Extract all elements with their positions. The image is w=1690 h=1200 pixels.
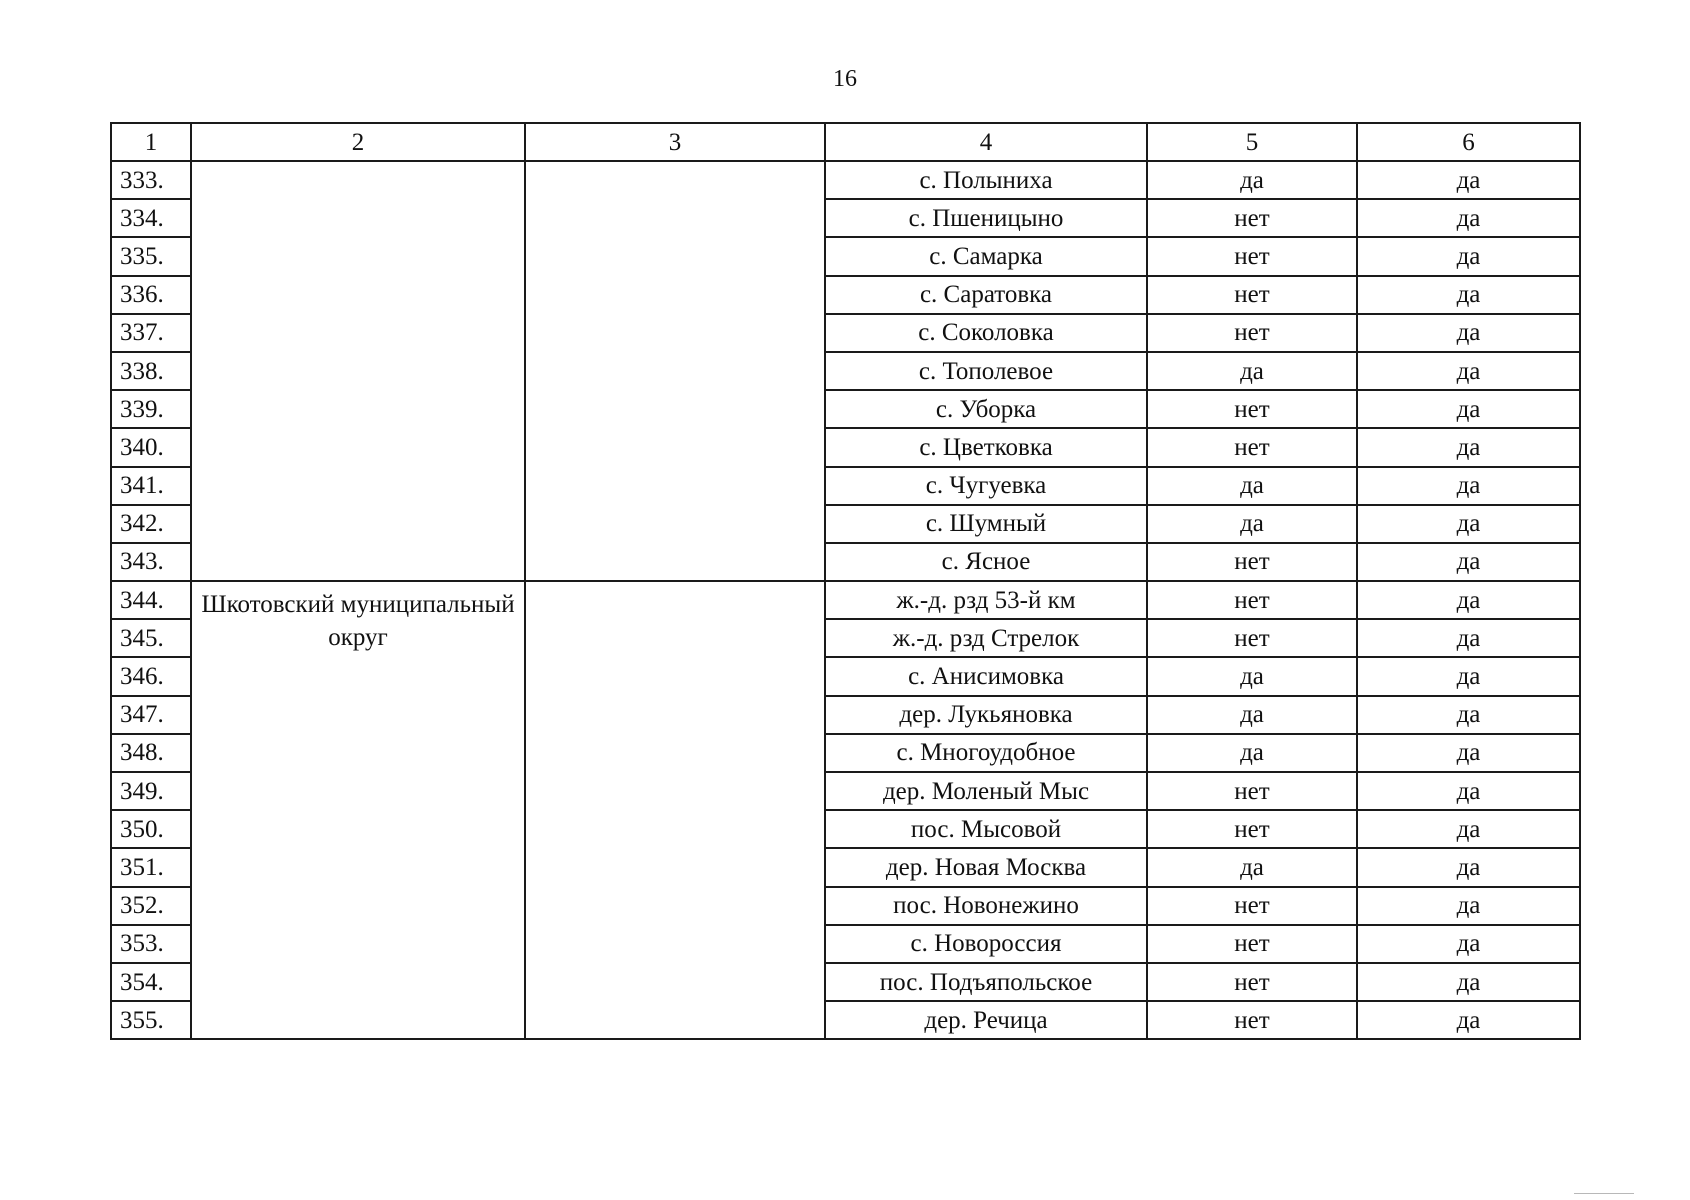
- column-5-value-cell: нет: [1147, 887, 1357, 925]
- column-3-cell: [525, 581, 825, 1039]
- settlement-name-cell: с. Тополевое: [825, 352, 1147, 390]
- column-6-value-cell: да: [1357, 810, 1580, 848]
- column-5-value-cell: нет: [1147, 810, 1357, 848]
- column-6-value-cell: да: [1357, 428, 1580, 466]
- column-5-value-cell: нет: [1147, 1001, 1357, 1039]
- row-number-cell: 349.: [111, 772, 191, 810]
- table-row: [111, 161, 1580, 199]
- column-6-value-cell: да: [1357, 734, 1580, 772]
- column-6-value-cell: да: [1357, 1001, 1580, 1039]
- column-header-2: 2: [191, 123, 525, 161]
- row-number-cell: 343.: [111, 543, 191, 581]
- row-number-cell: 345.: [111, 619, 191, 657]
- settlement-name-cell: с. Анисимовка: [825, 657, 1147, 695]
- settlement-name-cell: с. Самарка: [825, 237, 1147, 275]
- column-6-value-cell: да: [1357, 848, 1580, 886]
- column-6-value-cell: да: [1357, 543, 1580, 581]
- column-5-value-cell: да: [1147, 657, 1357, 695]
- column-5-value-cell: нет: [1147, 963, 1357, 1001]
- settlement-name-cell: с. Новороссия: [825, 925, 1147, 963]
- district-cell: Шкотовский муниципальный округ: [191, 581, 525, 1039]
- column-5-value-cell: да: [1147, 505, 1357, 543]
- column-6-value-cell: да: [1357, 657, 1580, 695]
- column-header-5: 5: [1147, 123, 1357, 161]
- settlement-name-cell: с. Многоудобное: [825, 734, 1147, 772]
- column-6-value-cell: да: [1357, 505, 1580, 543]
- row-number-cell: 355.: [111, 1001, 191, 1039]
- row-number-cell: 334.: [111, 199, 191, 237]
- column-5-value-cell: нет: [1147, 772, 1357, 810]
- settlement-name-cell: с. Пшеницыно: [825, 199, 1147, 237]
- column-5-value-cell: да: [1147, 848, 1357, 886]
- column-6-value-cell: да: [1357, 925, 1580, 963]
- column-5-value-cell: да: [1147, 352, 1357, 390]
- settlement-name-cell: пос. Мысовой: [825, 810, 1147, 848]
- settlement-name-cell: ж.-д. рзд Стрелок: [825, 619, 1147, 657]
- row-number-cell: 348.: [111, 734, 191, 772]
- table-row: [111, 581, 1580, 619]
- column-6-value-cell: да: [1357, 467, 1580, 505]
- column-header-3: 3: [525, 123, 825, 161]
- settlements-table: [110, 122, 1581, 1040]
- column-5-value-cell: нет: [1147, 314, 1357, 352]
- settlement-name-cell: с. Шумный: [825, 505, 1147, 543]
- column-5-value-cell: нет: [1147, 925, 1357, 963]
- row-number-cell: 338.: [111, 352, 191, 390]
- column-6-value-cell: да: [1357, 314, 1580, 352]
- column-6-value-cell: да: [1357, 772, 1580, 810]
- column-6-value-cell: да: [1357, 352, 1580, 390]
- column-6-value-cell: да: [1357, 276, 1580, 314]
- row-number-cell: 336.: [111, 276, 191, 314]
- page-number: 16: [833, 66, 857, 92]
- column-5-value-cell: нет: [1147, 428, 1357, 466]
- column-5-value-cell: нет: [1147, 237, 1357, 275]
- column-header-1: 1: [111, 123, 191, 161]
- row-number-cell: 341.: [111, 467, 191, 505]
- row-number-cell: 344.: [111, 581, 191, 619]
- settlement-name-cell: пос. Подъяпольское: [825, 963, 1147, 1001]
- column-header-4: 4: [825, 123, 1147, 161]
- settlement-name-cell: с. Полыниха: [825, 161, 1147, 199]
- row-number-cell: 351.: [111, 848, 191, 886]
- row-number-cell: 347.: [111, 696, 191, 734]
- settlement-name-cell: с. Саратовка: [825, 276, 1147, 314]
- column-6-value-cell: да: [1357, 199, 1580, 237]
- settlement-name-cell: с. Соколовка: [825, 314, 1147, 352]
- settlement-name-cell: с. Уборка: [825, 390, 1147, 428]
- district-cell: [191, 161, 525, 581]
- settlement-name-cell: дер. Новая Москва: [825, 848, 1147, 886]
- settlement-name-cell: дер. Речица: [825, 1001, 1147, 1039]
- column-5-value-cell: нет: [1147, 276, 1357, 314]
- row-number-cell: 354.: [111, 963, 191, 1001]
- row-number-cell: 337.: [111, 314, 191, 352]
- settlement-name-cell: с. Ясное: [825, 543, 1147, 581]
- column-6-value-cell: да: [1357, 963, 1580, 1001]
- column-5-value-cell: да: [1147, 161, 1357, 199]
- column-6-value-cell: да: [1357, 390, 1580, 428]
- settlement-name-cell: с. Цветковка: [825, 428, 1147, 466]
- column-5-value-cell: нет: [1147, 543, 1357, 581]
- column-5-value-cell: да: [1147, 734, 1357, 772]
- row-number-cell: 335.: [111, 237, 191, 275]
- row-number-cell: 352.: [111, 887, 191, 925]
- row-number-cell: 340.: [111, 428, 191, 466]
- column-6-value-cell: да: [1357, 581, 1580, 619]
- column-5-value-cell: нет: [1147, 581, 1357, 619]
- column-6-value-cell: да: [1357, 887, 1580, 925]
- row-number-cell: 339.: [111, 390, 191, 428]
- table-body: [111, 161, 1580, 1039]
- row-number-cell: 342.: [111, 505, 191, 543]
- column-5-value-cell: нет: [1147, 199, 1357, 237]
- column-6-value-cell: да: [1357, 237, 1580, 275]
- settlement-name-cell: дер. Лукьяновка: [825, 696, 1147, 734]
- table-header: [111, 123, 1580, 161]
- column-3-cell: [525, 161, 825, 581]
- settlement-name-cell: ж.-д. рзд 53-й км: [825, 581, 1147, 619]
- header-row: [111, 123, 1580, 161]
- column-6-value-cell: да: [1357, 619, 1580, 657]
- row-number-cell: 350.: [111, 810, 191, 848]
- column-6-value-cell: да: [1357, 161, 1580, 199]
- column-5-value-cell: да: [1147, 467, 1357, 505]
- row-number-cell: 333.: [111, 161, 191, 199]
- column-5-value-cell: нет: [1147, 390, 1357, 428]
- column-header-6: 6: [1357, 123, 1580, 161]
- row-number-cell: 353.: [111, 925, 191, 963]
- row-number-cell: 346.: [111, 657, 191, 695]
- settlement-name-cell: с. Чугуевка: [825, 467, 1147, 505]
- scan-corner-mark: [1574, 1193, 1634, 1194]
- column-5-value-cell: нет: [1147, 619, 1357, 657]
- settlement-name-cell: пос. Новонежино: [825, 887, 1147, 925]
- column-5-value-cell: да: [1147, 696, 1357, 734]
- column-6-value-cell: да: [1357, 696, 1580, 734]
- settlement-name-cell: дер. Моленый Мыс: [825, 772, 1147, 810]
